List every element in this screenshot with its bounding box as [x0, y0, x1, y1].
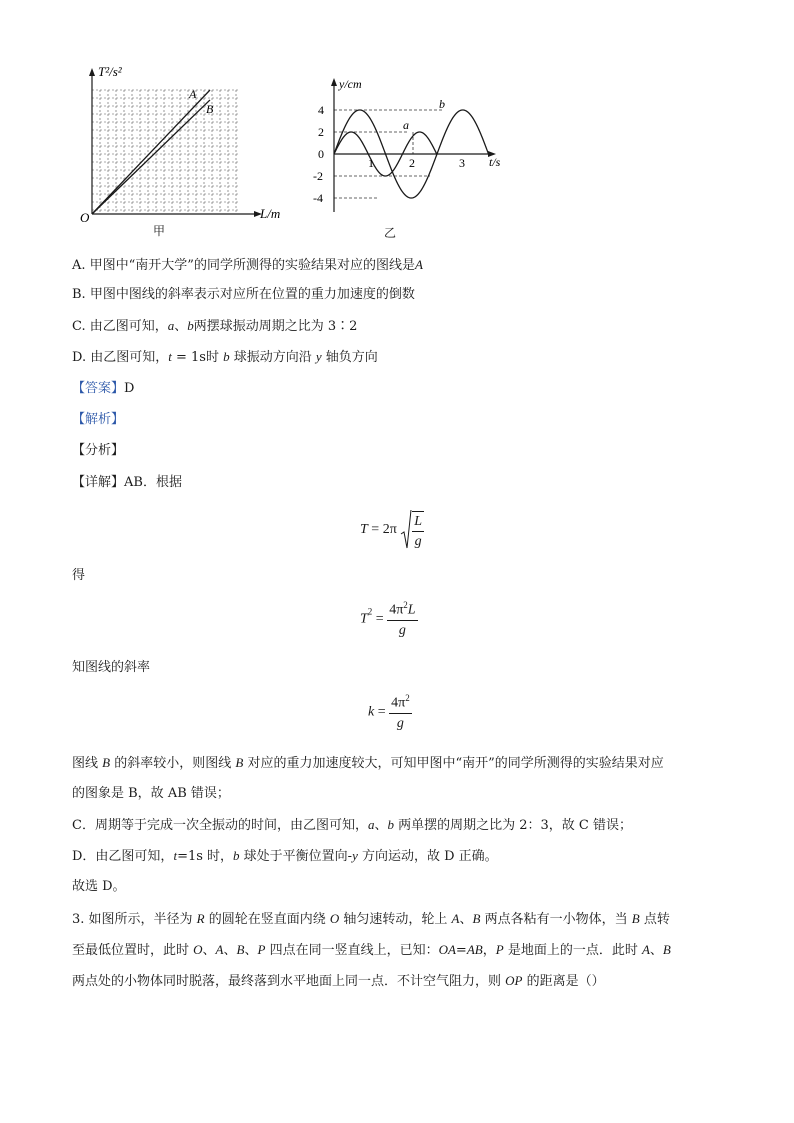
- analysis-tag: 【解析】: [72, 412, 125, 427]
- jia-x-label: L/m: [260, 206, 281, 221]
- jia-caption: 甲: [153, 224, 166, 238]
- detail-line: [72, 475, 182, 491]
- conclusion: 故选 D。: [72, 879, 126, 894]
- yi-y-label: y/cm: [339, 77, 362, 91]
- yi-tick-4: 4: [318, 103, 324, 117]
- answer-value: D: [124, 381, 135, 396]
- option-c: C. 由乙图可知，a、b两摆球振动周期之比为 3∶2: [72, 318, 358, 334]
- q3-line-3: 两点处的小物体同时脱落，最终落到水平地面上同一点．不计空气阻力，则 OP 的距离是（）: [72, 973, 605, 989]
- answer-tag: 【答案】: [72, 381, 125, 396]
- yi-y-arrow: [331, 78, 337, 86]
- fenxi-tag: 【分析】: [72, 443, 125, 458]
- figure-yi: [310, 72, 510, 222]
- figure-jia: [76, 62, 296, 242]
- formula-period: T = 2π $\frac{L}{g}$: [360, 508, 424, 552]
- q3-line-2: 至最低位置时，此时 O、A、B、P 四点在同一竖直线上，已知：OA=AB，P 是地面上的一点．此时 A、B: [72, 942, 671, 958]
- yi-x-label: t/s: [489, 155, 501, 169]
- para-2: C．周期等于完成一次全振动的时间，由乙图可知，a、b 两单摆的周期之比为 2：3，故 C 错误；: [72, 817, 632, 833]
- slope-text: 知图线的斜率: [72, 660, 151, 675]
- para-1: 图线 B 的斜率较小，则图线 B 对应的重力加速度较大，可知甲图中“南开”的同学所测得的实验结果对应: [72, 755, 664, 771]
- option-b: B. 甲图中图线的斜率表示对应所在位置的重力加速度的倒数: [72, 287, 415, 302]
- option-d: D. 由乙图可知，t = 1s时 b 球振动方向沿 y 轴负方向: [72, 349, 378, 365]
- para-1b: 的图象是 B，故 AB 错误；: [72, 786, 230, 801]
- line-a: [92, 90, 210, 214]
- line-b-label: B: [206, 102, 214, 116]
- q3-line-1: 3. 如图所示，半径为 R 的圆轮在竖直面内绕 O 轴匀速转动，轮上 A、B 两点各粘有一小物体，当 B 点转: [72, 911, 670, 927]
- line-a-label: A: [189, 87, 197, 101]
- jia-y-label: T²/s²: [98, 64, 122, 79]
- para-3: D．由乙图可知，t=1s 时，b 球处于平衡位置向-y 方向运动，故 D 正确。: [72, 848, 498, 864]
- formula-t-squared: $T^2$ = $\frac{4\pi^2L}{g}$: [360, 600, 416, 638]
- yi-tick-x2: 2: [409, 156, 415, 170]
- curve-b-label: b: [439, 97, 445, 111]
- detail-tag: 【详解】: [72, 475, 125, 490]
- formula-slope: k = $\frac{4\pi^2}{g}$: [368, 693, 410, 731]
- yi-tick-2: 2: [318, 125, 324, 139]
- jia-origin-label: O: [80, 210, 90, 225]
- jia-grid: [92, 90, 238, 214]
- sqrt-sign: [400, 508, 412, 552]
- yi-tick-x1: 1: [368, 156, 374, 170]
- option-a: A. 甲图中“南开大学”的同学所测得的实验结果对应的图线是A: [72, 257, 423, 273]
- yi-tick-0: 0: [318, 147, 324, 161]
- de-text: 得: [72, 568, 86, 583]
- yi-tick-neg4: -4: [313, 191, 323, 205]
- yi-caption: 乙: [384, 226, 397, 240]
- yi-tick-x3: 3: [459, 156, 465, 170]
- yi-tick-neg2: -2: [313, 169, 323, 183]
- line-b: [92, 100, 210, 214]
- curve-a-label: a: [403, 118, 409, 132]
- detail-text: AB．根据: [124, 475, 182, 490]
- answer-line: [72, 381, 134, 397]
- jia-y-arrow: [89, 68, 95, 76]
